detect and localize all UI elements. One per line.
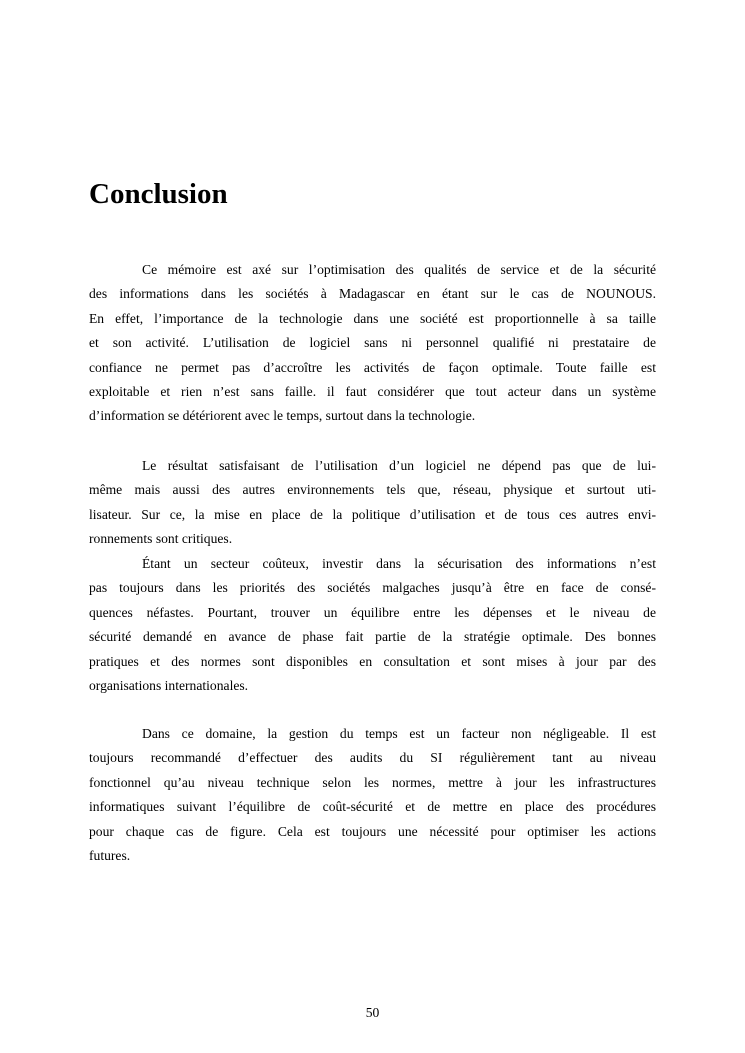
paragraph-line: même mais aussi des autres environnements tels que, réseau, physique et surtout uti- [89,482,656,498]
paragraph-4 [89,722,656,868]
paragraph-line: Ce mémoire est axé sur l’optimisation des qualités de service et de la sécurité [142,262,656,277]
paragraph-line: pas toujours dans les priorités des sociétés malgaches jusqu’à être en face de consé- [89,580,656,596]
paragraph-line: Étant un secteur coûteux, investir dans la sécurisation des informations n’est [142,556,656,571]
paragraph-1 [89,258,656,429]
paragraph-2 [89,454,656,552]
paragraph-line: et son activité. L’utilisation de logiciel sans ni personnel qualifié ni prestataire de [89,335,656,351]
paragraph-line: Le résultat satisfaisant de l’utilisation d’un logiciel ne dépend pas que de lui- [142,458,656,473]
paragraph-line: ronnements sont critiques. [89,531,233,547]
paragraph-line: toujours recommandé d’effectuer des audits du SI régulièrement tant au niveau [89,750,656,766]
paragraph-line: futures. [89,847,131,863]
paragraph-line: quences néfastes. Pourtant, trouver un équilibre entre les dépenses et le niveau de [89,604,656,620]
paragraph-line: des informations dans les sociétés à Madagascar en étant sur le cas de NOUNOUS. [89,286,656,302]
paragraph-line: lisateur. Sur ce, la mise en place de la politique d’utilisation et de tous ces autres envi- [89,506,656,522]
paragraph-line: En effet, l’importance de la technologie dans une société est proportionnelle à sa taille [89,310,656,326]
paragraph-line: organisations internationales. [89,677,249,693]
paragraph-line: Dans ce domaine, la gestion du temps est un facteur non négligeable. Il est [142,726,656,741]
paragraph-line: sécurité demandé en avance de phase fait partie de la stratégie optimale. Des bonnes [89,629,656,645]
page-number: 50 [365,1005,380,1020]
paragraph-line: informatiques suivant l’équilibre de coût-sécurité et de mettre en place des procédures [89,799,656,815]
paragraph-line: fonctionnel qu’au niveau technique selon les normes, mettre à jour les infrastructures [89,774,656,790]
paragraph-line: pour chaque cas de figure. Cela est toujours une nécessité pour optimiser les actions [89,823,656,839]
paragraph-line: exploitable et rien n’est sans faille. il faut considérer que tout acteur dans un système [89,383,656,399]
page-title: Conclusion [89,178,228,210]
paragraph-line: pratiques et des normes sont disponibles en consultation et sont mises à jour par des [89,653,656,669]
paragraph-3 [89,552,656,698]
paragraph-line: confiance ne permet pas d’accroître les activités de façon optimale. Toute faille est [89,359,656,375]
paragraph-line: d’information se détériorent avec le temps, surtout dans la technologie. [89,408,476,424]
